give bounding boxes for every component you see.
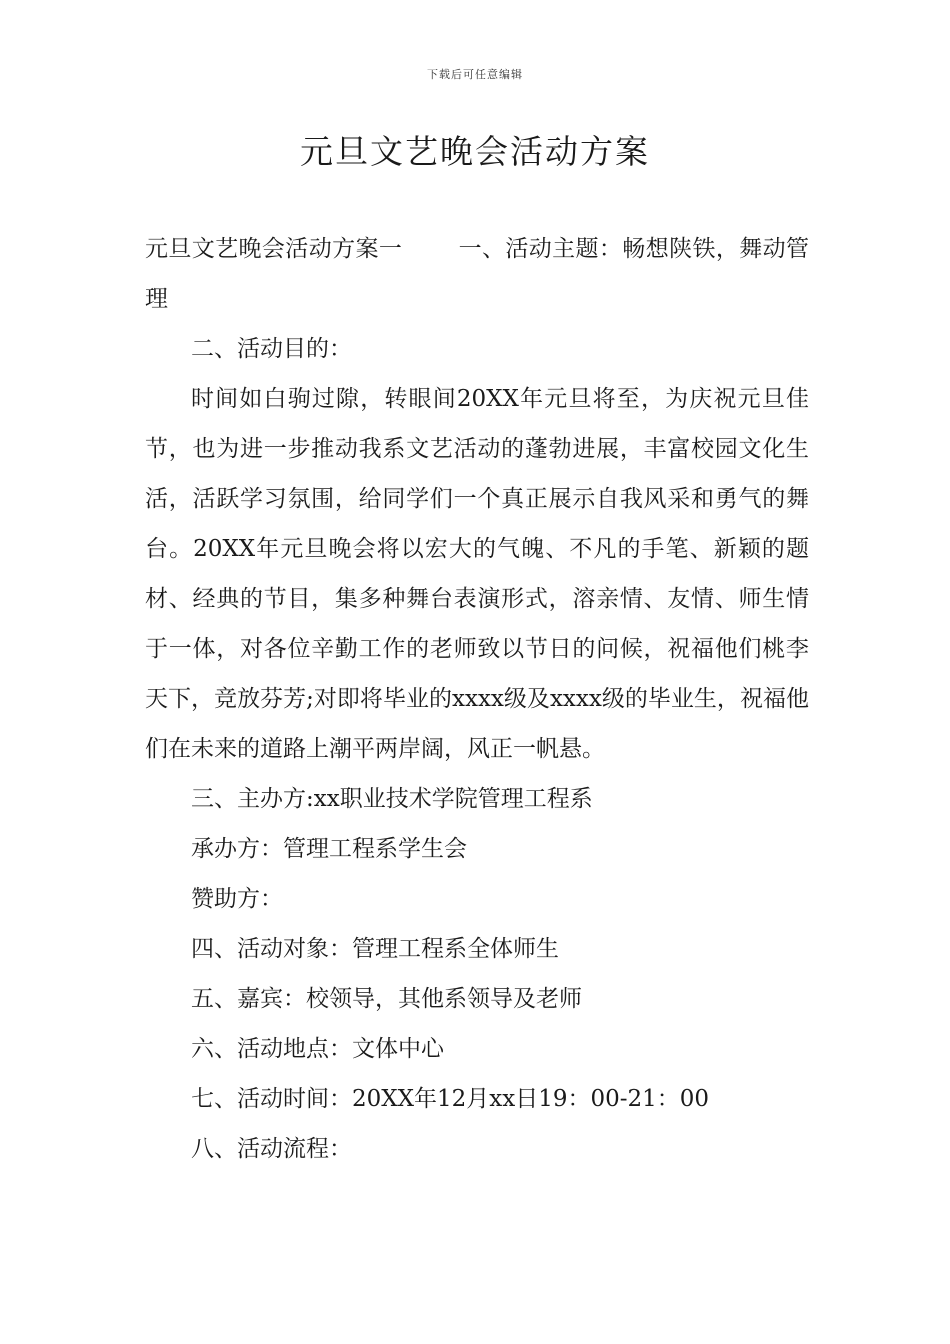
- intro-heading: 元旦文艺晚会活动方案一: [145, 236, 403, 262]
- document-body: [145, 224, 809, 1174]
- activity-theme: 一、活动主题：畅想陕铁，舞动管理: [145, 236, 810, 312]
- audience-line: 四、活动对象：管理工程系全体师生: [191, 936, 559, 962]
- intro-paragraph: [145, 224, 809, 324]
- purpose-heading: 二、活动目的：: [191, 336, 352, 362]
- venue-line: 六、活动地点：文体中心: [191, 1036, 444, 1062]
- undertaker-line: 承办方：管理工程系学生会: [191, 836, 467, 862]
- document-title: 元旦文艺晚会活动方案: [300, 132, 650, 171]
- process-heading: 八、活动流程：: [191, 1136, 352, 1162]
- guests-line: 五、嘉宾：校领导，其他系领导及老师: [191, 986, 582, 1012]
- purpose-body: 时间如白驹过隙，转眼间20XX年元旦将至，为庆祝元旦佳节，也为进一步推动我系文艺活动的蓬勃进展，丰富校园文化生活，活跃学习氛围，给同学们一个真正展示自我风采和勇气的舞台。20XX年元旦晚会将以宏大的气魄、不凡的手笔、新颖的题材、经典的节目，集多种舞台表演形式，溶亲情、友情、师生情于一体，对各位辛勤工作的老师致以节日的问候，祝福他们桃李天下，竞放芬芳;对即将毕业的xxxx级及xxxx级的毕业生，祝福他们在未来的道路上潮平两岸阔，风正一帆悬。: [145, 386, 809, 762]
- sponsor-line: 赞助方：: [191, 886, 283, 912]
- header-note: 下载后可任意编辑: [427, 68, 523, 81]
- organizer-line: 三、主办方:xx职业技术学院管理工程系: [191, 786, 593, 812]
- time-line: 七、活动时间：20XX年12月xx日19：00-21：00: [191, 1086, 710, 1112]
